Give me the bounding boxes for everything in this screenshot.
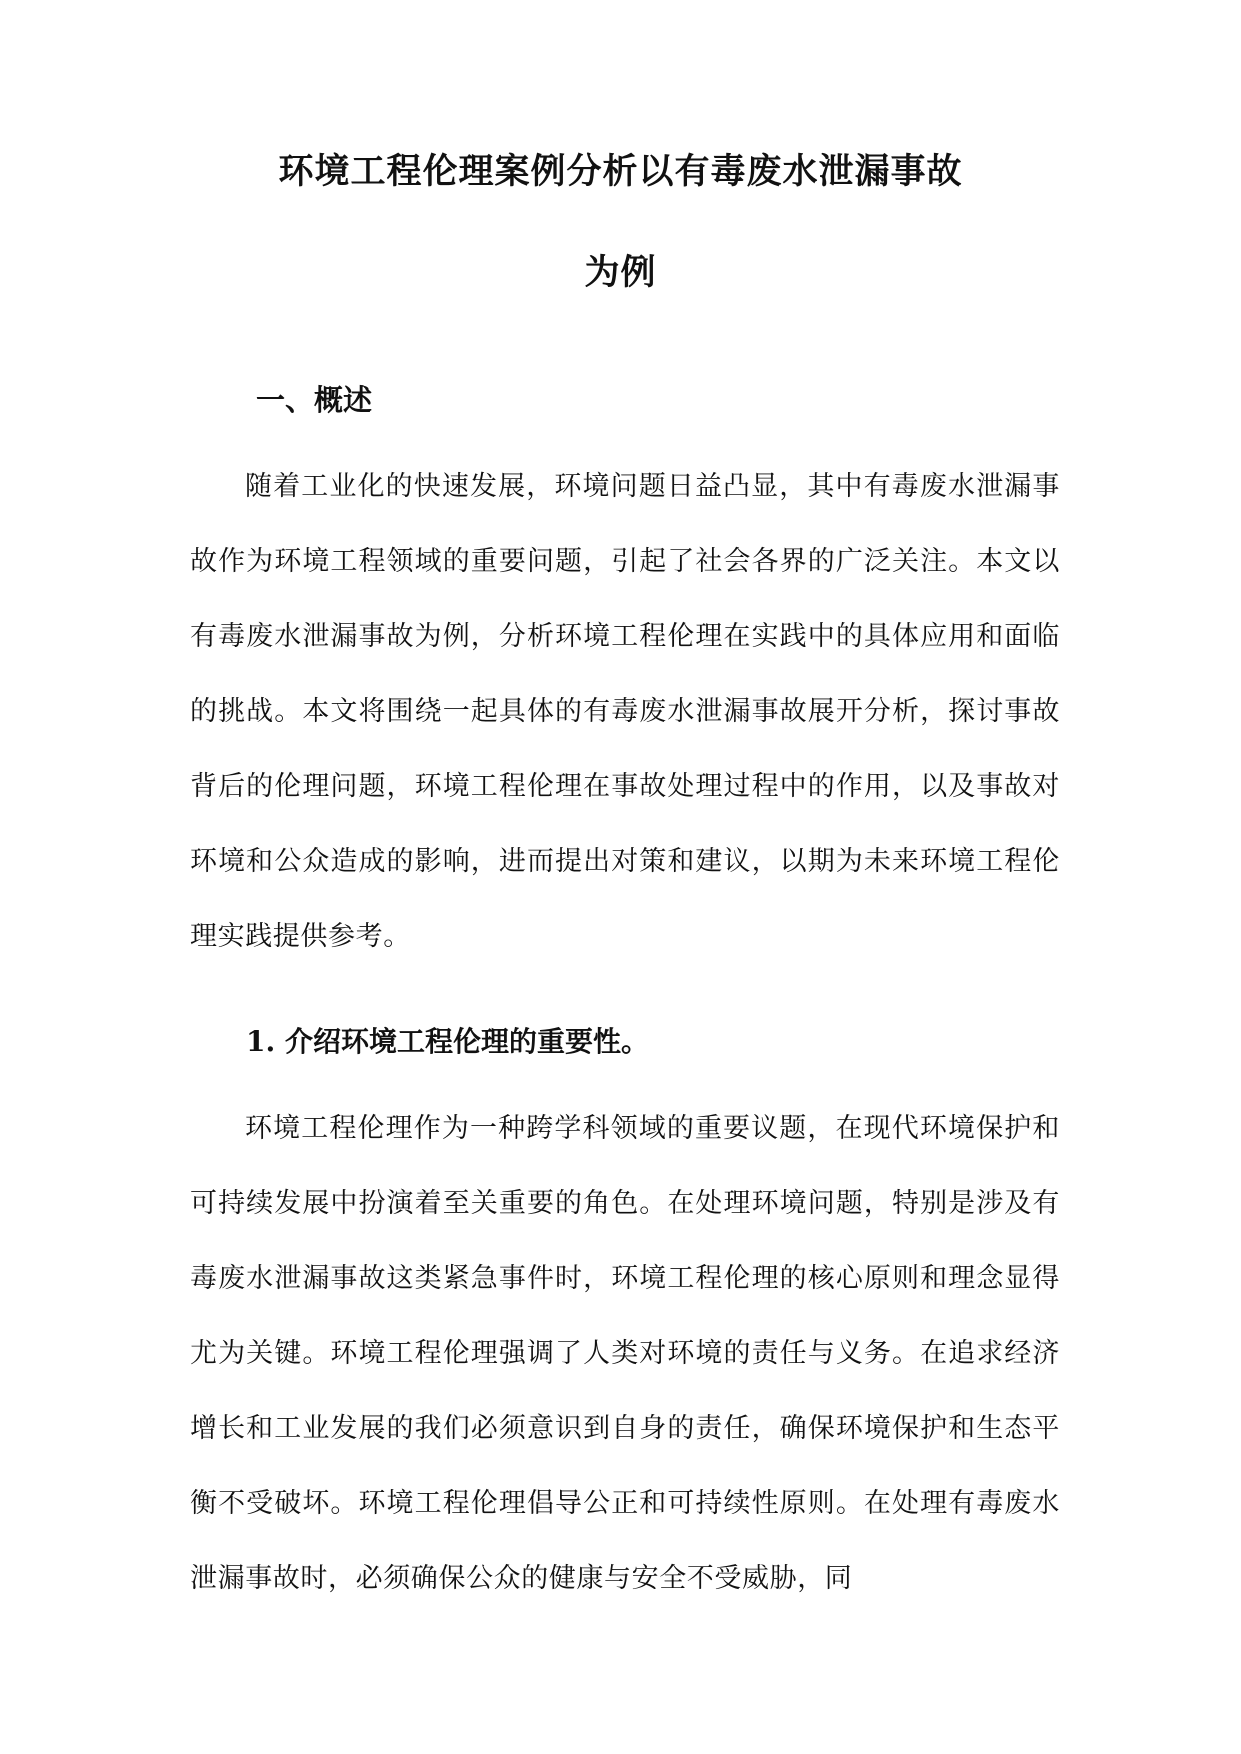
overview-paragraph: 随着工业化的快速发展，环境问题日益凸显，其中有毒废水泄漏事故作为环境工程领域的重要问题，引起了社会各界的广泛关注。本文以有毒废水泄漏事故为例，分析环境工程伦理在实践中的具体应用和面临的挑战。本文将围绕一起具体的有毒废水泄漏事故展开分析，探讨事故背后的伦理问题，环境工程伦理在事故处理过程中的作用，以及事故对环境和公众造成的影响，进而提出对策和建议，以期为未来环境工程伦理实践提供参考。: [190, 471, 1060, 952]
document-title-line-2: 为例: [584, 252, 657, 293]
subsection-heading-importance: 1. 介绍环境工程伦理的重要性。: [246, 1025, 649, 1058]
document-title-line-1: 环境工程伦理案例分析以有毒废水泄漏事故: [278, 151, 963, 192]
section-heading-overview: 一、概述: [256, 383, 373, 417]
importance-paragraph: 环境工程伦理作为一种跨学科领域的重要议题，在现代环境保护和可持续发展中扮演着至关重要的角色。在处理环境问题，特别是涉及有毒废水泄漏事故这类紧急事件时，环境工程伦理的核心原则和理念显得尤为关键。环境工程伦理强调了人类对环境的责任与义务。在追求经济增长和工业发展的我们必须意识到自身的责任，确保环境保护和生态平衡不受破坏。环境工程伦理倡导公正和可持续性原则。在处理有毒废水泄漏事故时，必须确保公众的健康与安全不受威胁，同: [190, 1113, 1060, 1594]
